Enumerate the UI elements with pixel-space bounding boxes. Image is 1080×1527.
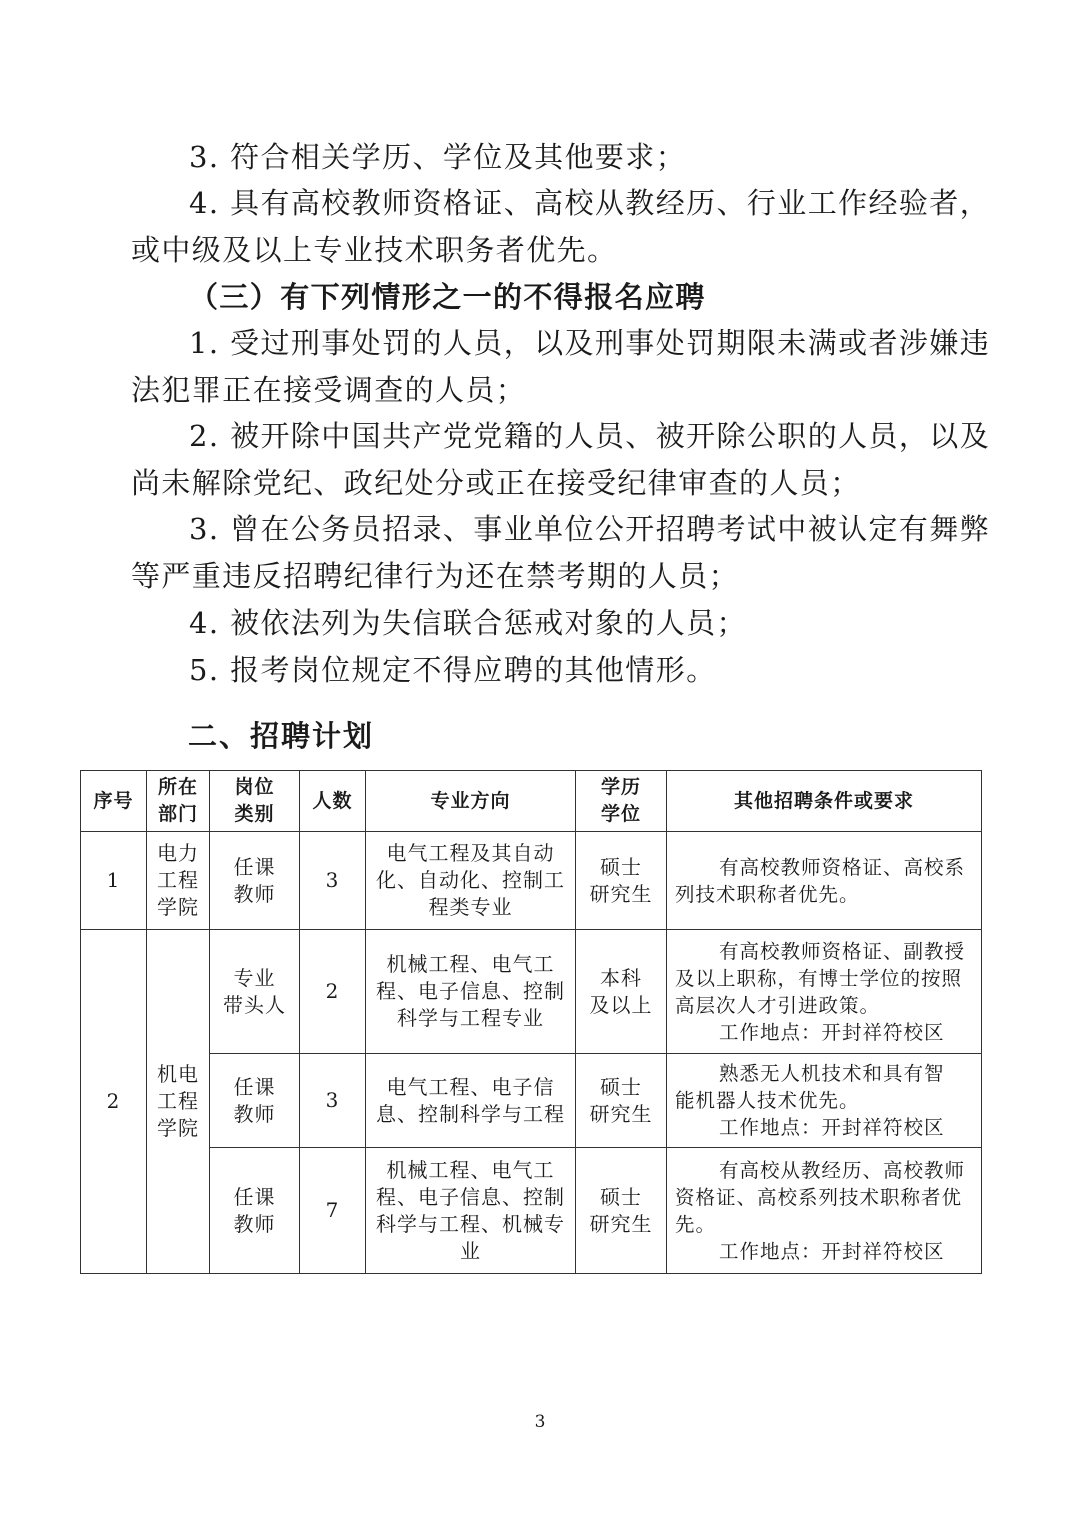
- paragraph-text: 2. 被开除中国共产党党籍的人员、被开除公职的人员，以及: [189, 419, 991, 453]
- cell-line: 研究生: [589, 1101, 653, 1126]
- paragraph-requirement-3: [131, 134, 951, 181]
- cell-line: 科学与工程、机械专: [376, 1211, 565, 1236]
- cell-line: 教师: [233, 1211, 276, 1236]
- cell-line: 化、自动化、控制工: [376, 868, 565, 892]
- cell-post: [210, 1148, 300, 1274]
- cell-line: [675, 1060, 973, 1087]
- cell-count: 7: [300, 1148, 366, 1274]
- cell-post: [210, 930, 300, 1054]
- paragraph-line: 尚未解除党纪、政纪处分或正在接受纪律审查的人员；: [131, 465, 861, 500]
- cell-line: 任课: [233, 1184, 276, 1209]
- cell-count: 3: [300, 1054, 366, 1148]
- cell-line: 本科: [600, 965, 642, 990]
- cell-no: 2: [81, 930, 147, 1274]
- paragraph-text: 3. 符合相关学历、学位及其他要求；: [189, 140, 687, 174]
- cell-degree: [576, 930, 667, 1054]
- paragraph-text: 3. 曾在公务员招录、事业单位公开招聘考试中被认定有舞弊: [189, 512, 991, 546]
- cell-line: [675, 938, 973, 965]
- cell-line: 息、控制科学与工程: [376, 1101, 565, 1126]
- cell-line: 及以上职称，有博士学位的按照: [675, 966, 963, 990]
- cell-requirements: [667, 930, 982, 1054]
- header-major: 专业方向: [366, 771, 576, 832]
- cell-major: [366, 1054, 576, 1148]
- cell-line: 程、电子信息、控制: [376, 1184, 565, 1209]
- header-no: 序号: [81, 771, 147, 832]
- cell-line: 研究生: [589, 1211, 653, 1236]
- cell-line: 专业: [233, 965, 276, 990]
- header-line: 学历: [600, 776, 641, 798]
- cell-line: 高层次人才引进政策。: [675, 993, 881, 1017]
- cell-line: 及以上: [589, 992, 653, 1017]
- paragraph-text: 5. 报考岗位规定不得应聘的其他情形。: [189, 653, 717, 687]
- cell-major: [366, 1148, 576, 1274]
- paragraph-exclusion-4: [131, 600, 951, 647]
- header-line: 学位: [600, 803, 641, 825]
- cell-line: [675, 1114, 973, 1141]
- header-line: 部门: [157, 803, 198, 825]
- table-row: [81, 1054, 982, 1148]
- cell-line: 硕士: [600, 854, 642, 879]
- table-row: [81, 930, 982, 1054]
- cell-requirements: [667, 1148, 982, 1274]
- cell-line: 电气工程及其自动: [386, 841, 555, 865]
- header-dept: [147, 771, 210, 832]
- cell-line: 工程: [157, 1089, 199, 1113]
- cell-line: 机械工程、电气工: [386, 1157, 555, 1182]
- cell-line: 资格证、高校系列技术职称者优: [675, 1185, 963, 1209]
- table-row: [81, 832, 982, 930]
- cell-count: 2: [300, 930, 366, 1054]
- paragraph-exclusion-3: [131, 506, 991, 599]
- cell-text: 工作地点：开封祥符校区: [719, 1020, 945, 1044]
- cell-line: 带头人: [223, 992, 286, 1017]
- cell-line: 研究生: [589, 881, 653, 906]
- paragraph-requirement-4: [131, 180, 991, 273]
- cell-line: 工程: [157, 868, 199, 892]
- page-number: 3: [534, 1412, 546, 1432]
- cell-line: [675, 1238, 973, 1265]
- paragraph-line: 或中级及以上专业技术职务者优先。: [131, 232, 618, 267]
- cell-line: 任课: [233, 1074, 276, 1099]
- paragraph-exclusion-1: [131, 320, 991, 413]
- cell-line: 列技术职称者优先。: [675, 882, 860, 906]
- paragraph-text: 4. 具有高校教师资格证、高校从教经历、行业工作经验者，: [189, 186, 991, 220]
- cell-line: [675, 854, 973, 881]
- sub-heading: [131, 274, 951, 321]
- cell-text: 有高校从教经历、高校教师: [719, 1158, 966, 1182]
- cell-count: 3: [300, 832, 366, 930]
- cell-degree: [576, 1054, 667, 1148]
- header-requirements: 其他招聘条件或要求: [667, 771, 982, 832]
- cell-line: [675, 1157, 973, 1184]
- cell-text: 有高校教师资格证、高校系: [719, 855, 966, 879]
- cell-line: [675, 1019, 973, 1046]
- paragraph-line: [131, 506, 991, 553]
- header-line: 所在: [157, 776, 198, 798]
- cell-line: 教师: [233, 1101, 276, 1126]
- cell-post: [210, 832, 300, 930]
- cell-line: 业: [460, 1238, 481, 1263]
- cell-degree: [576, 832, 667, 930]
- cell-line: 先。: [675, 1212, 717, 1236]
- table-row: [81, 1148, 982, 1274]
- table-header-row: [81, 771, 982, 832]
- cell-line: 程类专业: [428, 895, 513, 919]
- recruitment-plan-table: [80, 770, 982, 1274]
- cell-text: 有高校教师资格证、副教授: [719, 939, 966, 963]
- cell-text: 工作地点：开封祥符校区: [719, 1239, 945, 1263]
- cell-line: 硕士: [600, 1184, 642, 1209]
- cell-line: 硕士: [600, 1074, 642, 1099]
- header-line: 岗位: [234, 776, 275, 798]
- cell-line: 电力: [157, 841, 199, 865]
- paragraph-line: [131, 413, 991, 460]
- cell-no: 1: [81, 832, 147, 930]
- cell-text: 熟悉无人机技术和具有智: [719, 1062, 945, 1085]
- paragraph-line: 等严重违反招聘纪律行为还在禁考期的人员；: [131, 558, 740, 593]
- header-degree: [576, 771, 667, 832]
- cell-line: 学院: [157, 1116, 199, 1140]
- cell-major: [366, 930, 576, 1054]
- sub-heading-text: （三）有下列情形之一的不得报名应聘: [189, 280, 706, 314]
- paragraph-text: 1. 受过刑事处罚的人员，以及刑事处罚期限未满或者涉嫌违: [189, 326, 991, 360]
- paragraph-line: 法犯罪正在接受调查的人员；: [131, 372, 527, 407]
- cell-line: 机械工程、电气工: [386, 952, 555, 976]
- cell-requirements: [667, 1054, 982, 1148]
- cell-line: 任课: [233, 854, 276, 879]
- cell-line: 机电: [157, 1062, 199, 1086]
- paragraph-line: [131, 320, 991, 367]
- paragraph-exclusion-2: [131, 413, 991, 506]
- section-heading: 二、招聘计划: [188, 719, 375, 753]
- cell-requirements: [667, 832, 982, 930]
- cell-text: 工作地点：开封祥符校区: [719, 1116, 945, 1139]
- paragraph-exclusion-5: [131, 647, 951, 694]
- cell-degree: [576, 1148, 667, 1274]
- cell-major: [366, 832, 576, 930]
- cell-line: 学院: [157, 895, 199, 919]
- header-line: 类别: [234, 803, 275, 825]
- paragraph-text: 4. 被依法列为失信联合惩戒对象的人员；: [189, 606, 747, 640]
- cell-line: 电气工程、电子信: [386, 1074, 555, 1099]
- cell-post: [210, 1054, 300, 1148]
- cell-line: 教师: [233, 881, 276, 906]
- header-post: [210, 771, 300, 832]
- cell-line: 程、电子信息、控制: [376, 979, 565, 1003]
- header-count: 人数: [300, 771, 366, 832]
- paragraph-line: [131, 180, 991, 227]
- cell-dept: [147, 930, 210, 1274]
- cell-line: 能机器人技术优先。: [675, 1089, 860, 1112]
- cell-dept: [147, 832, 210, 930]
- cell-line: 科学与工程专业: [397, 1006, 544, 1030]
